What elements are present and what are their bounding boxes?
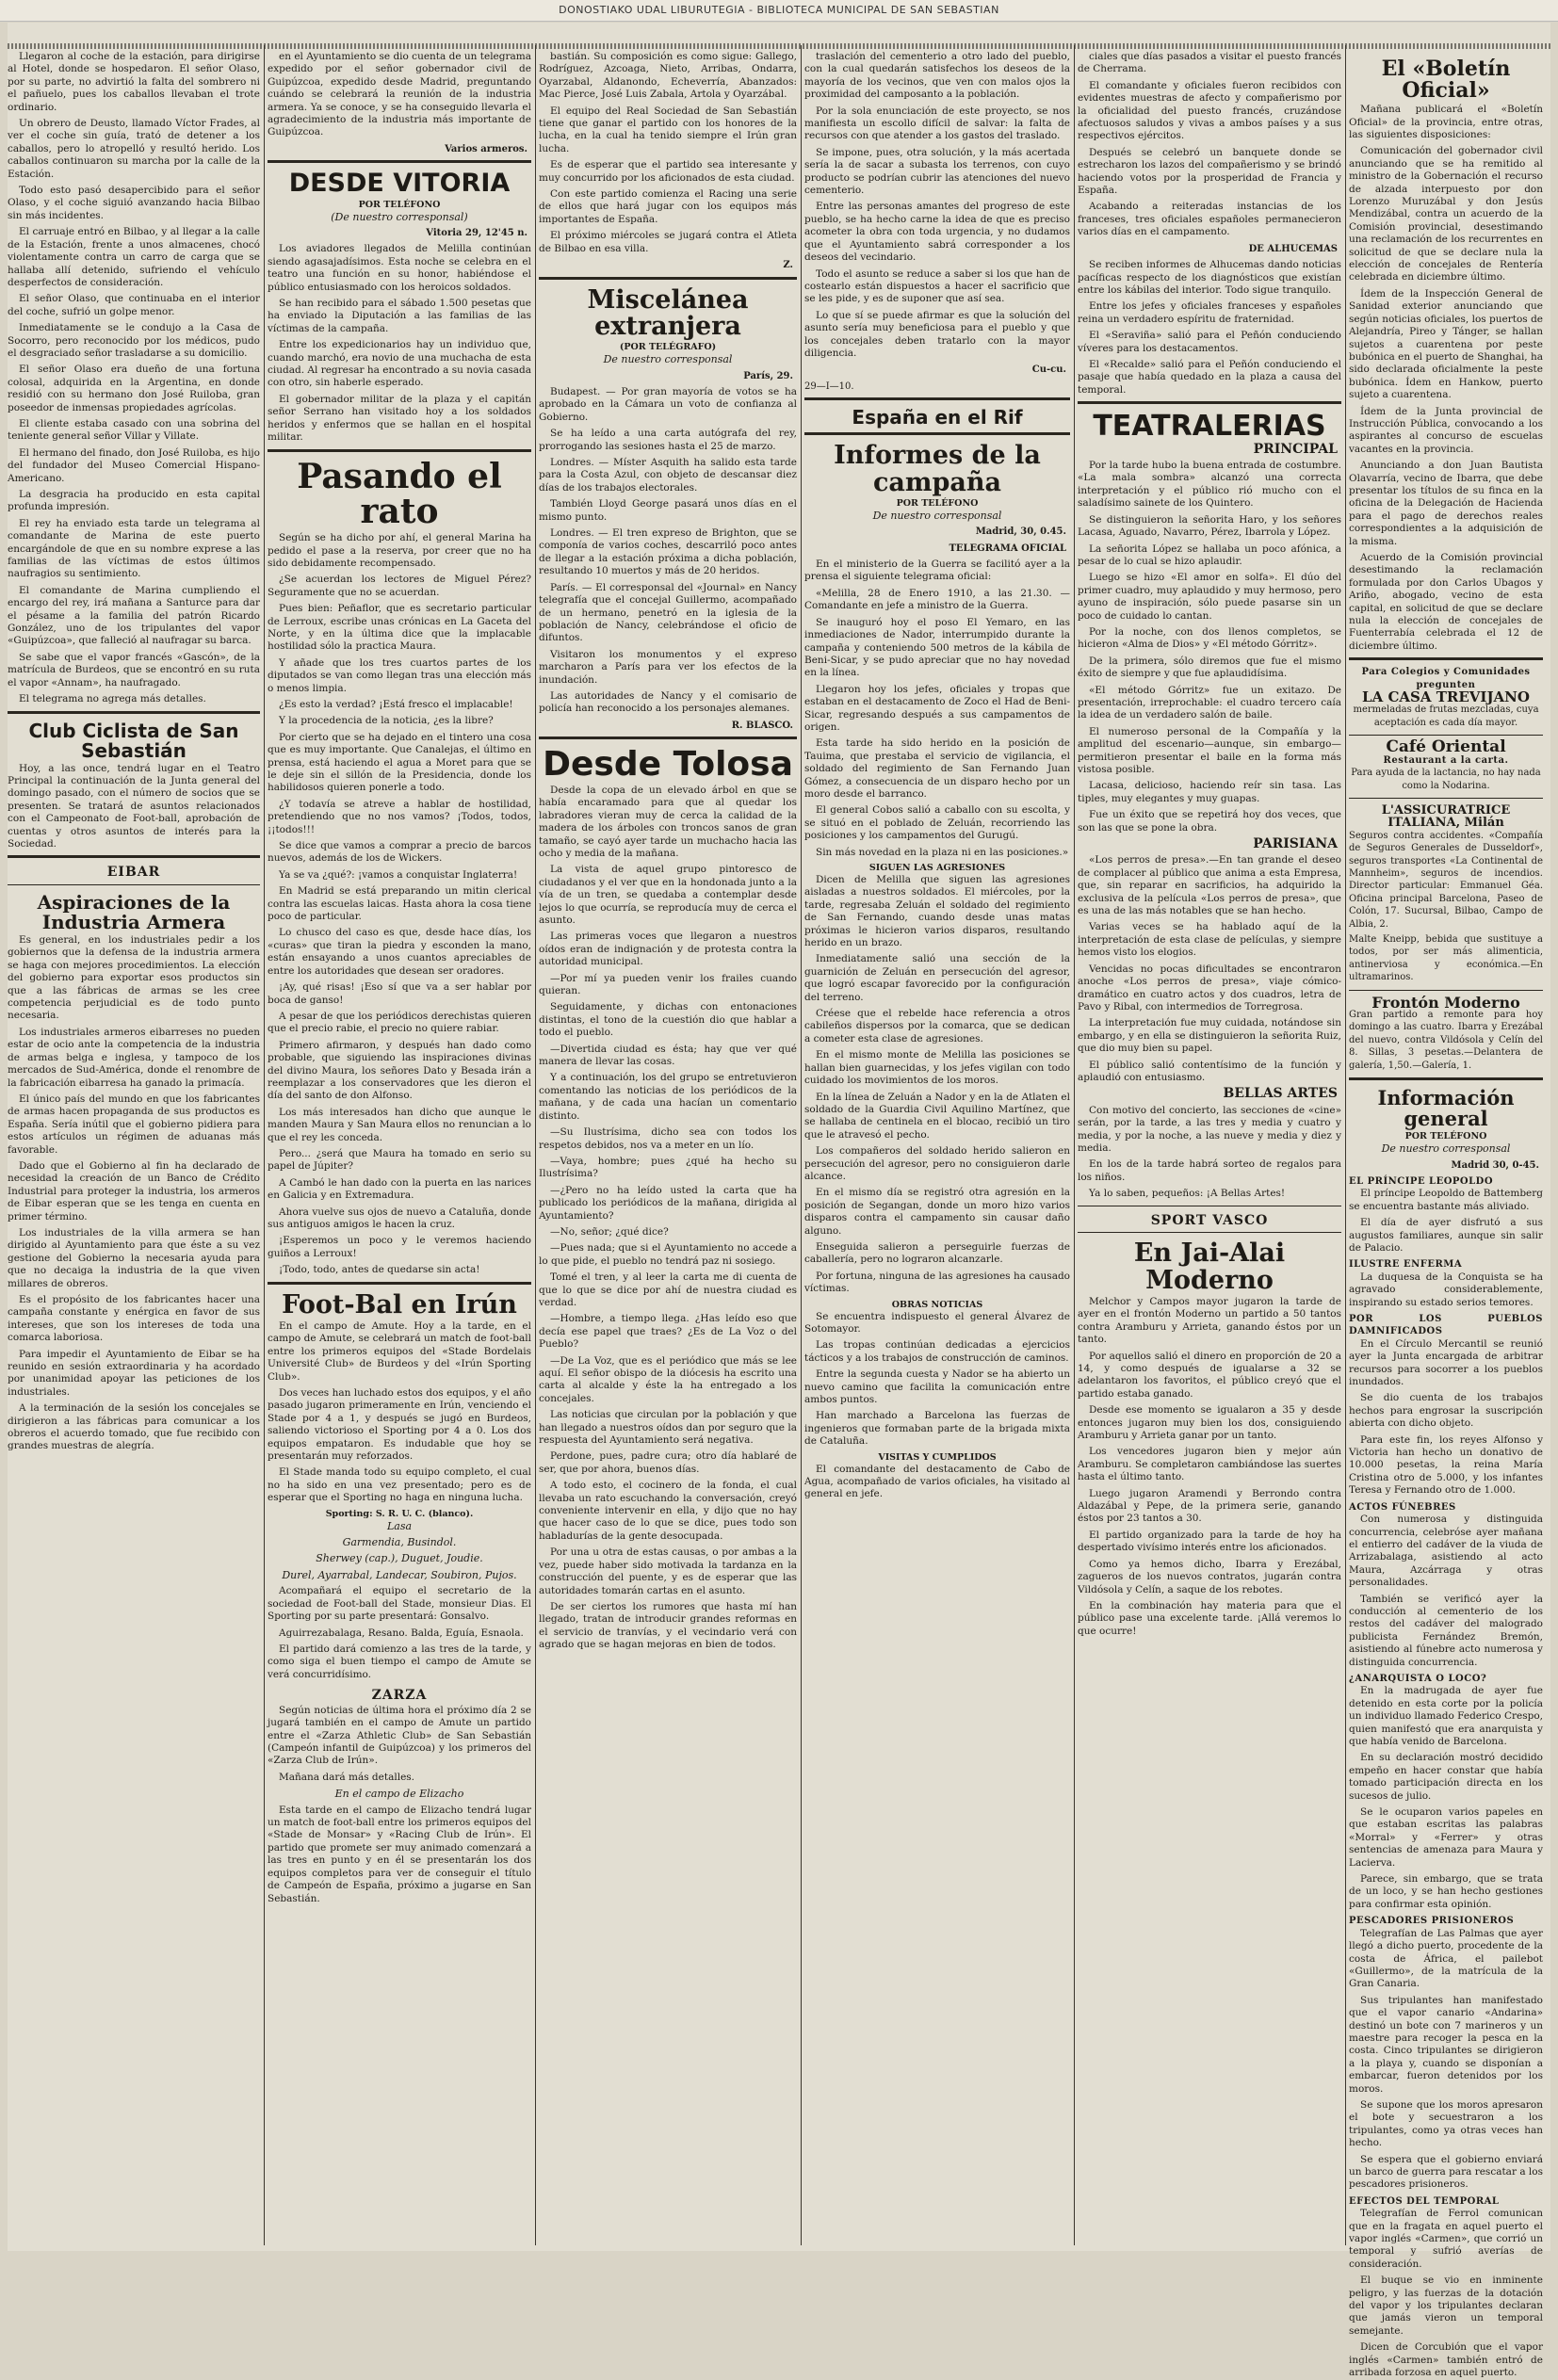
paragraph: Perdone, pues, padre cura; otro día hablaré de ser, que por ahora, buenos días. [539, 1450, 797, 1475]
correspondent-label: (De nuestro corresponsal) [331, 210, 468, 223]
paragraph: El comandante del destacamento de Cabo de Agua, acompañado de varios oficiales, ha visitado al general en jefe. [804, 1463, 1070, 1500]
paragraph: Han marchado a Barcelona las fuerzas de ingenieros que formaban parte de la brigada mixta de Cataluña. [804, 1410, 1070, 1448]
paragraph: —De La Voz, que es el periódico que más se lee aquí. El señor obispo de la diócesis ha escrito una carta al alcalde y éste la ha entregado a los concejales. [539, 1354, 797, 1404]
paragraph: Como ya hemos dicho, Ibarra y Erezábal, zagueros de los nuevos contratos, jugarán contra Vildósola y Celín, a saque de los rebotes. [1078, 1558, 1341, 1595]
paragraph: De la primera, sólo diremos que fue el mismo éxito de siempre y que fue aplaudidísima. [1078, 655, 1341, 680]
paragraph: Se supone que los moros apresaron el bote y secuestraron a los tripulantes, como ya otras veces han hecho. [1349, 2098, 1543, 2149]
paragraph: El señor Olaso, que continuaba en el interior del coche, sufrió un golpe menor. [8, 293, 260, 317]
paragraph: Por fortuna, ninguna de las agresiones ha causado víctimas. [804, 1270, 1070, 1295]
paragraph: Ídem de la Inspección General de Sanidad exterior anunciando que según noticias oficiales, los puertos de Alejandría, Pireo y Tánger, se hallan sujetos a cuarentena por peste bubónica en el puerto de Shanghai, ha sido declarada oficialmente la peste bubónica. Ídem en Hankow, puerto sujeto a cuarentena. [1349, 287, 1543, 401]
paragraph: Esta tarde en el campo de Elizacho tendrá lugar un match de foot-ball entre los primeros equipos del «Stade de Monsar» y «Racing Club de Irún». El partido que promete ser muy animado comenzará a las tres en punto y en él se presentarán los dos equipos completos para ver de conseguir el título de Campeón de España, próximo a jugarse en San Sebastián. [268, 1804, 531, 1904]
paragraph: bastián. Su composición es como sigue: Gallego, Rodríguez, Azcoaga, Nieto, Arribas, Ondarra, Oyarzabal, Aldanondo, Echeverría, Abanzados: Mac Pierce, José Luis Zabala, Artola y Oyarzábal. [539, 51, 797, 101]
paragraph: Llegaron hoy los jefes, oficiales y tropas que estaban en el destacamento de Zoco el Had de Beni-Sicar, regresando después a sus campamentos de origen. [804, 683, 1070, 733]
subheading: POR LOS PUEBLOS DAMNIFICADOS [1349, 1314, 1543, 1337]
section-divider [1349, 657, 1543, 660]
paragraph: El buque se vio en inminente peligro, y las fuerzas de la dotación del vapor y los tripulantes declaran que jamás vieron un temporal semejante. [1349, 2275, 1543, 2337]
ad-title: L'ASSICURATRICE ITALIANA, Milán [1381, 802, 1511, 831]
paragraph: El general Cobos salió a caballo con su escolta, y se situó en el poblado de Zeluán, recorriendo las posiciones y los campamentos del Gurugú. [804, 804, 1070, 842]
section-divider [268, 1282, 531, 1285]
paragraph: Para este fin, los reyes Alfonso y Victoria han hecho un donativo de 10.000 pesetas, la reina María Cristina otro de 5.000, y los infantes Teresa y Fernando otro de 1.000. [1349, 1433, 1543, 1497]
paragraph: Se inauguró hoy el poso El Yemaro, en las inmediaciones de Nador, interrumpido durante la campaña y conteniendo 500 metros de la kábila de Beni-Sicar, y se pudo apreciar que no hay novedad en la línea. [804, 616, 1070, 679]
paragraph: Con numerosa y distinguida concurrencia, celebróse ayer mañana el entierro del cadáver de la viuda de Arrizabalaga, asistiendo al acto Maura, Azcárraga y otras personalidades. [1349, 1514, 1543, 1589]
paragraph: —Hombre, a tiempo llega. ¿Has leído eso que decía ese papel que traes? ¿Es de La Voz o del Pueblo? [539, 1313, 797, 1351]
paragraph: El señor Olaso era dueño de una fortuna colosal, adquirida en la Argentina, en donde residió con su hermano don José Ruiloba, gran poseedor de inmensas propiedades agrícolas. [8, 364, 260, 413]
paragraph: Esta tarde ha sido herido en la posición de Tauima, que prestaba el servicio de vigilancia, el soldado del regimiento de San Fernando Juan Gómez, a consecuencia de un disparo hecho por un moro desde el barranco. [804, 737, 1070, 800]
paragraph: Acabando a reiteradas instancias de los franceses, tres oficiales españoles permanecieron varios días en el campamento. [1078, 201, 1341, 238]
paragraph: Comunicación del gobernador civil anunciando que se ha remitido al ministro de la Gobernación el recurso de alzada interpuesto por don Lorenzo Muruzábal y don Jesús Mendizábal, contra un acuerdo de la Comisión provincial, desestimando una reclamación de los recurrentes en solicitud de que se declare nula la elección de concejales de Rentería celebrada en diciembre último. [1349, 145, 1543, 283]
paragraph: Los vencedores jugaron bien y mejor aún Aramburu. Se completaron cambiándose las suertes hasta el último tanto. [1078, 1446, 1341, 1483]
headline-jai-alai-moderno: En Jai-Alai Moderno [1133, 1239, 1286, 1295]
ad-line: Para Colegios y Comunidades pregunten [1361, 667, 1531, 690]
section-divider [804, 432, 1070, 435]
paragraph: Inmediatamente salió una sección de la guarnición de Zeluán en persecución del agresor, que logró escapar favorecido por la configuración del terreno. [804, 953, 1070, 1003]
paragraph: Dicen de Corcubión que el vapor inglés «Carmen» también entró de arribada forzosa en aquel puerto. [1349, 2341, 1543, 2379]
dateline-label: POR TELÉFONO [358, 199, 441, 210]
paragraph: Entre los jefes y oficiales franceses y españoles reina un verdadero espíritu de fraternidad. [1078, 300, 1341, 325]
paragraph: Por la sola enunciación de este proyecto, se nos manifiesta un escollo difícil de salvar: la falta de recursos con que atender a los gastos del traslado. [804, 105, 1070, 142]
column-rule [1074, 45, 1075, 2245]
correspondent-label: De nuestro corresponsal [872, 509, 1002, 522]
section-divider [8, 855, 260, 858]
paragraph: Entre la segunda cuesta y Nador se ha abierto un nuevo camino que facilita la comunicación entre ambos puntos. [804, 1368, 1070, 1406]
section-divider [1349, 990, 1543, 991]
section-divider [804, 397, 1070, 400]
paragraph: Melchor y Campos mayor jugaron la tarde de ayer en el frontón Moderno un partido a 50 tantos contra Aramburu y Arrieta, ganando éstos por un tanto. [1078, 1295, 1341, 1346]
headline-informes-campana: Informes de la campaña [834, 441, 1041, 497]
paragraph: Por aquellos salió el dinero en proporción de 20 a 14, y como después de igualarse a 32 se adelantaron los favoritos, el público creyó que el partido estaba ganado. [1078, 1350, 1341, 1400]
ad-title: LA CASA TREVIJANO [1362, 688, 1530, 706]
paragraph: Ídem de la Junta provincial de Instrucción Pública, convocando a los aspirantes al concurso de escuelas vacantes en la provincia. [1349, 405, 1543, 455]
ad-title: Frontón Moderno [1371, 993, 1520, 1012]
dateline: París, 29. [743, 370, 793, 381]
paragraph: «Los perros de presa».—En tan grande el deseo de complacer al público que anima a esta Empresa, que, sin reparar en sacrificios, ha adquirido la exclusiva de la película «Los perros de presa», que es una de las más notables que se han hecho. [1078, 854, 1341, 917]
paragraph: ¡Ay, qué risas! ¡Eso sí que va a ser hablar por boca de ganso! [268, 981, 531, 1006]
paragraph: Según se ha dicho por ahí, el general Marina ha pedido el pase a la reserva, por creer que no ha sido debidamente recompensado. [268, 532, 531, 569]
paragraph: ciales que días pasados a visitar el puesto francés de Cherrama. [1078, 51, 1341, 75]
signature: R. BLASCO. [731, 720, 793, 731]
paragraph: Pues bien: Peñaflor, que es secretario particular de Lerroux, escribe unas crónicas en La Gaceta del Norte, y en la última dice que la implacable hostilidad sólo la practica Maura. [268, 603, 531, 653]
paragraph: Las primeras voces que llegaron a nuestros oídos eran de indignación y de protesta contra la autoridad municipal. [539, 931, 797, 968]
paragraph: Ya se va ¿qué?: ¡vamos a conquistar Inglaterra! [279, 868, 518, 881]
advertisement-cafe-oriental [1349, 737, 1543, 792]
advertisement-assicuratrice [1349, 804, 1543, 984]
lineup-row: Lasa [386, 1519, 413, 1532]
paragraph: —Vaya, hombre; pues ¿qué ha hecho su Ilustrísima? [539, 1155, 797, 1180]
column-1 [8, 51, 260, 2243]
paragraph: A pesar de que los periódicos derechistas quieren que el precio rabie, el precio no quiere rabiar. [268, 1010, 531, 1035]
correspondent-label: De nuestro corresponsal [603, 353, 733, 366]
paragraph: París. — El corresponsal del «Journal» en Nancy telegrafía que el concejal Guillermo, acompañado de un hermano, penetró en la iglesia de la población de Nancy, celebrándose el oficio de difuntos. [539, 581, 797, 644]
paragraph: Dicen de Melilla que siguen las agresiones aisladas a nuestros soldados. El miércoles, por la tarde, regresaba Zeluán el soldado del regimiento de San Fernando, cuando desde unas matas próximas le hicieron varios disparos, resultando herido en un brazo. [804, 874, 1070, 949]
column-rule [535, 45, 536, 2245]
paragraph: Mañana dará más detalles. [279, 1771, 415, 1783]
column-2 [268, 51, 531, 2243]
section-divider [8, 711, 260, 714]
paragraph: Enseguida salieron a perseguirle fuerzas de caballería, pero no lograron alcanzarle. [804, 1240, 1070, 1266]
paragraph: La interpretación fue muy cuidada, notándose sin embargo, y en ella se distinguieron la señorita Ruiz, que dio muy bien su papel. [1078, 1017, 1341, 1055]
newspaper-page [8, 23, 1550, 2379]
ad-line: Restaurant a la carta. [1383, 754, 1509, 766]
lineup-row: Durel, Ayarrabal, Landecar, Soubiron, Pujos. [282, 1568, 517, 1581]
paragraph: El telegrama no agrega más detalles. [19, 693, 206, 705]
subheading: OBRAS NOTICIAS [891, 1299, 983, 1310]
paragraph: Sus tripulantes han manifestado que el vapor canario «Andarina» destinó un bote con 7 marineros y un maestre para recoger la pesca en la costa. Cinco tripulantes se dirigieron a la playa y, cuando se disponían a embarcar, fueron detenidos por los moros. [1349, 1994, 1543, 2095]
paragraph: Para impedir el Ayuntamiento de Eibar se ha reunido en sesión extraordinaria y ha acordado por unanimidad apoyar las peticiones de los industriales. [8, 1348, 260, 1398]
paragraph: Lo que sí se puede afirmar es que la solución del asunto sería muy beneficiosa para el pueblo y que los concejales deben tratarlo con la mayor diligencia. [804, 309, 1070, 359]
paragraph: Desde la copa de un elevado árbol en que se había encaramado para que al quedar los labradores vieran muy de cerca la calidad de la madera de los árboles con troncos sanos de gran tamaño, se cayó ayer tarde un muchacho hacia las ocho y media de la mañana. [539, 784, 797, 859]
paragraph: En el ministerio de la Guerra se facilitó ayer a la prensa el siguiente telegrama oficial: [804, 559, 1070, 583]
paragraph: Acuerdo de la Comisión provincial desestimando la reclamación formulada por don Carlos Ubagos y Ariño, abogado, vecino de esta capital, en solicitud de que se declare nula la elección de concejales de Fuenterrabía celebrada el 12 de diciembre último. [1349, 552, 1543, 652]
paragraph: ¡Todo, todo, antes de quedarse sin acta! [279, 1264, 480, 1276]
paragraph: Entre los expedicionarios hay un individuo que, cuando marchó, era novio de una muchacha de esta ciudad. Al regresar ha encontrado a su novia casada con otro, sin haberle esperado. [268, 339, 531, 389]
headline-foot-ball-irun: Foot-Bal en Irún [282, 1289, 517, 1320]
correspondent-label: De nuestro corresponsal [1381, 1142, 1511, 1156]
section-label-sport-vasco: SPORT VASCO [1150, 1212, 1269, 1228]
paragraph: Según noticias de última hora el próximo día 2 se jugará también en el campo de Amute un partido entre el «Zarza Athletic Club» de San Sebastián (Campeón infantil de Guipúzcoa) y los primeros del «Zarza Club de Irún». [268, 1704, 531, 1767]
paragraph: Se ha leído a una carta autógrafa del rey, prorrogando las sesiones hasta el 25 de marzo. [539, 428, 797, 452]
paragraph: —Por mí ya pueden venir los frailes cuando quieran. [539, 972, 797, 997]
paragraph: Por cierto que se ha dejado en el tintero una cosa que es muy importante. Que Canalejas, el último en prensa, está haciendo el agua a Moret para que se le deje sin el sillón de la Presidencia, donde los habilidosos quieren ponerle a todo. [268, 731, 531, 794]
column-rule [1345, 45, 1346, 2245]
paragraph: Se han recibido para el sábado 1.500 pesetas que ha enviado la Diputación a las familias de las víctimas de la campaña. [268, 298, 531, 334]
lineup-row: Sherwey (cap.), Duguet, Joudie. [316, 1552, 483, 1565]
paragraph: La duquesa de la Conquista se ha agravado considerablemente, inspirando su estado serios temores. [1349, 1271, 1543, 1308]
paragraph: Se dio cuenta de los trabajos hechos para engrosar la suscripción abierta con dicho objeto. [1349, 1392, 1543, 1430]
ad-text: Malte Kneipp, bebida que sustituye a todos, por ser más alimenticia, antinerviosa y económica.—En ultramarinos. [1349, 933, 1543, 983]
paragraph: Mañana publicará el «Boletín Oficial» de la provincia, entre otras, las siguientes disposiciones: [1349, 104, 1543, 140]
subheading: TELEGRAMA OFICIAL [949, 542, 1066, 554]
paragraph: ¿Es esto la verdad? ¡Está fresco el implacable! [279, 698, 513, 710]
paragraph: A todo esto, el cocinero de la fonda, el cual llevaba un rato escuchando la conversación, creyó conveniente intervenir en ella, y dijo que no hay que hacer caso de lo que se dice, pues todo son habladurías de la gente desocupada. [539, 1480, 797, 1542]
column-rule [264, 45, 265, 2245]
paragraph: «Melilla, 28 de Enero 1910, a las 21.30. —Comandante en jefe a ministro de la Guerra. [804, 587, 1070, 612]
paragraph: Y la procedencia de la noticia, ¿es la libre? [279, 715, 494, 727]
paragraph: Parece, sin embargo, que se trata de un loco, y se han hecho gestiones para confirmar esta opinión. [1349, 1873, 1543, 1910]
paragraph: El carruaje entró en Bilbao, y al llegar a la calle de la Estación, frente a unos almacenes, chocó violentamente contra un carro de carga que se hallaba allí detenido, sufriendo el vehículo desperfectos de consideración. [8, 226, 260, 288]
section-divider [268, 160, 531, 163]
paragraph: El numeroso personal de la Compañía y la amplitud del escenario—aunque, sin embargo—permitieron presentar el baile en la forma más vistosa posible. [1078, 725, 1341, 775]
paragraph: En la madrugada de ayer fue detenido en esta corte por la policía un individuo llamado Federico Crespo, quien manifestó que era anarquista y que había venido de Barcelona. [1349, 1685, 1543, 1747]
signature: Cu-cu. [1031, 364, 1066, 376]
subheading: ¿ANARQUISTA O LOCO? [1349, 1673, 1487, 1684]
paragraph: Lacasa, delicioso, haciendo reír sin tasa. Las tiples, muy elegantes y muy guapas. [1078, 780, 1341, 804]
subheading-principal: PRINCIPAL [1253, 441, 1338, 457]
section-label-eibar: EIBAR [106, 865, 161, 881]
dateline: Madrid, 30, 0.45. [975, 526, 1066, 538]
paragraph: Ya lo saben, pequeños: ¡A Bellas Artes! [1089, 1188, 1286, 1200]
paragraph: Se espera que el gobierno enviará un barco de guerra para rescatar a los pescadores prisioneros. [1349, 2153, 1543, 2191]
paragraph: Las tropas continúan dedicadas a ejercicios tácticos y a los trabajos de construcción de caminos. [804, 1339, 1070, 1364]
subheading: ACTOS FÚNEBRES [1349, 1501, 1456, 1513]
headline-teatralerias: TEATRALERIAS [1093, 410, 1326, 444]
paragraph: El gobernador militar de la plaza y el capitán señor Serrano han visitado hoy a los soldados heridos y enfermos que se hallan en el hospital militar. [268, 393, 531, 444]
paragraph: La desgracia ha producido en esta capital profunda impresión. [8, 489, 260, 513]
paragraph: Anunciando a don Juan Bautista Olavarría, vecino de Ibarra, que debe presentar los títulos de su finca en la oficina de la Delegación de Hacienda para el pago de derechos reales correspondientes a la adquisición de la misma. [1349, 460, 1543, 547]
advertisement-fronton-moderno [1349, 993, 1543, 1072]
paragraph: El público salió contentísimo de la función y aplaudió con entusiasmo. [1078, 1059, 1341, 1083]
paragraph: —Divertida ciudad es ésta; hay que ver qué manera de llevar las cosas. [539, 1043, 797, 1068]
headline-club-ciclista: Club Ciclista de San Sebastián [28, 719, 239, 762]
paragraph: Los más interesados han dicho que aunque le manden Maura y San Maura ellos no renuncian a lo que el rey les conceda. [268, 1106, 531, 1143]
paragraph: traslación del cementerio a otro lado del pueblo, con la cual quedarán satisfechos los deseos de la mayoría de los vecinos, que ven con malos ojos la proximidad del camposanto a la población. [804, 51, 1070, 101]
dateline-label: POR TELÉFONO [896, 497, 979, 509]
dateline-label: POR TELÉFONO [1404, 1131, 1487, 1142]
paragraph: También Lloyd George pasará unos días en el mismo punto. [539, 498, 797, 523]
paragraph: El cliente estaba casado con una sobrina del teniente general señor Villar y Villate. [8, 417, 260, 443]
paragraph: El comandante y oficiales fueron recibidos con evidentes muestras de afecto y compañerismo por la oficialidad del puesto francés, cruzándose afectuosos saludos y vivas a ambos países y a sus respectivos ejércitos. [1078, 79, 1341, 142]
dateline: Madrid 30, 0-45. [1451, 1159, 1539, 1171]
section-divider [1078, 401, 1341, 404]
paragraph: Fue un éxito que se repetirá hoy dos veces, que son las que se pone la obra. [1078, 809, 1341, 834]
signature: Z. [783, 260, 793, 271]
paragraph: Londres. — El tren expreso de Brighton, que se componía de varios coches, descarriló poco antes de llegar a la estación próxima a dicha población, resultando 10 muertos y más de 20 heridos. [539, 527, 797, 577]
paragraph: Los aviadores llegados de Melilla continúan siendo agasajadísimos. Esta noche se celebra en el teatro una función en su honor, habiéndose el público entusiasmado con los heroicos soldados. [268, 243, 531, 293]
ad-title: Café Oriental [1386, 737, 1506, 757]
paragraph: El partido organizado para la tarde de hoy ha despertado vivísimo interés entre los aficionados. [1078, 1529, 1341, 1554]
dateline-label: (POR TELÉGRAFO) [619, 342, 717, 353]
headline-espana-en-el-rif: España en el Rif [852, 406, 1023, 429]
paragraph: Después se celebró un banquete donde se estrecharon los lazos del compañerismo y se brindó haciendo votos por la prosperidad de Francia y España. [1078, 146, 1341, 197]
subheading: SIGUEN LAS AGRESIONES [868, 863, 1006, 873]
paragraph: Por la tarde hubo la buena entrada de costumbre. «La mala sombra» alcanzó una correcta interpretación y el público rió mucho con el saladísimo sainete de los Quintero. [1078, 460, 1341, 510]
paragraph: En el campo de Amute. Hoy a la tarde, en el campo de Amute, se celebrará un match de foot-ball entre los primeros equipos del «Stade Bordelais Université Club» de Burdeos y del «Irún Sporting Club». [268, 1320, 531, 1383]
paragraph: En los de la tarde habrá sorteo de regalos para los niños. [1078, 1158, 1341, 1183]
paragraph: —No, señor; ¿qué dice? [550, 1225, 669, 1238]
paragraph: En su declaración mostró decidido empeño en hacer constar que había tomado participación directa en los sucesos de julio. [1349, 1752, 1543, 1802]
paragraph: Budapest. — Por gran mayoría de votos se ha aprobado en la Cámara un voto de confianza al Gobierno. [539, 386, 797, 423]
paragraph: El rey ha enviado esta tarde un telegrama al comandante de Marina de este puerto encargándole de que en su nombre exprese a las familias de las víctimas de estos últimos naufragios su sentimiento. [8, 517, 260, 580]
paragraph: Telegrafían de Las Palmas que ayer llegó a dicho puerto, procedente de la costa de África, el pailebot «Guillermo», de la matrícula de la Gran Canaria. [1349, 1927, 1543, 1990]
paragraph: La vista de aquel grupo pintoresco de ciudadanos y el ver que en la hondonada junto a la vía de un tren, se quedaba a contemplar desde lejos lo que ocurría, se reproducía muy de cerca el asunto. [539, 864, 797, 927]
paragraph: A Cambó le han dado con la puerta en las narices en Galicia y en Extremadura. [268, 1176, 531, 1202]
paragraph: Telegrafían de Ferrol comunican que en la fragata en aquel puerto el vapor inglés «Carmen», que corrió un temporal y sufrió averías de consideración. [1349, 2208, 1543, 2270]
subheading: ILUSTRE ENFERMA [1349, 1259, 1463, 1271]
subheading-bellas-artes: BELLAS ARTES [1223, 1086, 1338, 1102]
column-rule [801, 45, 802, 2245]
paragraph: Sin más novedad en la plaza ni en las posiciones.» [816, 846, 1069, 858]
paragraph: Tomé el tren, y al leer la carta me di cuenta de que lo que se dice por ahí de nuestra ciudad es verdad. [539, 1271, 797, 1308]
headline-desde-tolosa: Desde Tolosa [543, 745, 793, 785]
paragraph: Luego jugaron Aramendi y Berrondo contra Aldazábal y Pepe, de la primera serie, ganando éstos por 23 tantos a 30. [1078, 1487, 1341, 1525]
paragraph: El partido dará comienzo a las tres de la tarde, y como siga el buen tiempo el campo de Amute se verá concurridísimo. [268, 1643, 531, 1680]
paragraph: El Stade manda todo su equipo completo, el cual no ha sido en una vez presentado; pero es de esperar que el Sporting no haga en ninguna lucha. [268, 1466, 531, 1504]
paragraph: Con este partido comienza el Racing una serie de ellos que hará jugar con los equipos más importantes de España. [539, 188, 797, 225]
section-label-zarza: ZARZA [371, 1688, 428, 1704]
paragraph: Por una u otra de estas causas, o por ambas a la vez, puede haber sido motivada la tardanza en la construcción del puente, y es de esperar que las autoridades tomarán cartas en el asunto. [539, 1546, 797, 1596]
section-divider [1349, 798, 1543, 799]
paragraph: Dos veces han luchado estos dos equipos, y el año pasado jugaron primeramente en Irún, venciendo el Stade por 4 a 1, y después se jugó en Burdeos, saliendo victorioso el Sporting por 4 a 0. Los dos equipos empataron. Es indudable que hoy se presentarán muy reforzados. [268, 1387, 531, 1463]
paragraph: Se encuentra indispuesto el general Álvarez de Sotomayor. [804, 1310, 1070, 1335]
paragraph: Llegaron al coche de la estación, para dirigirse al Hotel, donde se hospedaron. El señor Olaso, por su parte, no advirtió la falta del sombrero ni el pañuelo, pues los caballos llevaban el trote ordinario. [8, 51, 260, 113]
paragraph: ¡Esperemos un poco y le veremos haciendo guiños a Lerroux! [268, 1235, 531, 1259]
subheading: EFECTOS DEL TEMPORAL [1349, 2195, 1500, 2207]
paragraph: ¿Se acuerdan los lectores de Miguel Pérez? Seguramente que no se acuerdan. [268, 574, 531, 598]
subheading: EL PRÍNCIPE LEOPOLDO [1349, 1175, 1494, 1187]
paragraph: El próximo miércoles se jugará contra el Atleta de Bilbao en esa villa. [539, 230, 797, 254]
paragraph: Todo el asunto se reduce a saber si los que han de costearlo están dispuestos a hacer el sacrificio que se les pide, y es de suponer que así sea. [804, 267, 1070, 305]
paragraph: Aguirrezabalaga, Resano. Balda, Eguía, Esnaola. [279, 1627, 524, 1639]
column-3 [539, 51, 797, 2243]
ad-text: mermeladas de frutas mezcladas, cuya aceptación es cada día mayor. [1353, 704, 1539, 728]
paragraph: El comandante de Marina cumpliendo el encargo del rey, irá mañana a Santurce para dar el pésame a la familia del patrón Ricardo González, uno de los tripulantes del vapor «Guipúzcoa», que falleció al naufragar su barca. [8, 584, 260, 647]
lineup-label: Sporting: S. R. U. C. (blanco). [325, 1508, 474, 1519]
paragraph: Es general, en los industriales pedir a los gobiernos que la defensa de la industria armera se haga con mejores procedimientos. La elección del gobierno para exportar esos productos sin que a las fábricas de armas se les cree competencia perjudicial es de todo punto necesaria. [8, 934, 260, 1022]
section-divider [539, 737, 797, 739]
paragraph: El hermano del finado, don José Ruiloba, es hijo del fundador del Museo Comercial Hispano-Americano. [8, 446, 260, 484]
paragraph: Es de esperar que el partido sea interesante y muy concurrido por los aficionados de esta ciudad. [539, 159, 797, 184]
paragraph: Todo esto pasó desapercibido para el señor Olaso, y el coche siguió avanzando hacia Bilbao sin más incidentes. [8, 185, 260, 221]
paragraph: Pero... ¿será que Maura ha tomado en serio su papel de Júpiter? [268, 1147, 531, 1173]
paragraph: Dado que el Gobierno al fin ha declarado de necesidad la creación de un Banco de Crédito Industrial para proteger la industria, los armeros de Eibar esperan que se les tenga en cuenta en primer término. [8, 1159, 260, 1222]
paragraph: Se impone, pues, otra solución, y la más acertada sería la de sacar a subasta los terrenos, con cuyo producto se podrían cubrir las atenciones del nuevo cementerio. [804, 146, 1070, 197]
ad-text: Seguros contra accidentes. «Compañía de Seguros Generales de Dusseldorf», seguros transportes «La Continental de Mannheim», seguros de incendios. Director particular: Emmanuel Géa. Oficina principal Barcelona, Paseo de Colón, 17. Sucursal, Bilbao, Campo de Albia, 2. [1349, 830, 1543, 930]
headline-pasando-el-rato: Pasando el rato [297, 456, 502, 532]
paragraph: Visitaron los monumentos y el expreso marcharon a París para ver los efectos de la inundación. [539, 648, 797, 686]
paragraph: «El método Górritz» fue un exitazo. De presentación, irreprochable: el cuadro tercero caía la idea de un verdadero salón de baile. [1078, 684, 1341, 721]
paragraph: —Pues nada; que si el Ayuntamiento no accede a lo que pide, el pueblo no tendrá paz ni sosiego. [539, 1242, 797, 1267]
headline-boletin-oficial: El «Boletín Oficial» [1381, 57, 1511, 104]
paragraph: En la línea de Zeluán a Nador y en la de Atlaten el soldado de la Guardia Civil Aquilino Martínez, que se hallaba de centinela en el blocao, recibió un tiro que le atravesó el pecho. [804, 1091, 1070, 1141]
paragraph: Se distinguieron la señorita Haro, y los señores Lacasa, Aguado, Navarro, Pérez, Ibarrola y López. [1078, 513, 1341, 539]
paragraph: También se verificó ayer la conducción al cementerio de los restos del cadáver del malogrado publicista Fernández Bremón, asistiendo al fúnebre acto numerosa y distinguida concurrencia. [1349, 1593, 1543, 1668]
paragraph: Y a continuación, los del grupo se entretuvieron comentando las noticias de los periódicos de la mañana, y de cada una hacían un comentario distinto. [539, 1072, 797, 1122]
paragraph: El príncipe Leopoldo de Battemberg se encuentra bastante más aliviado. [1349, 1188, 1543, 1212]
paragraph: Créese que el rebelde hace referencia a otros cabileños dispersos por la comarca, que se dedican a cometer esta clase de agresiones. [804, 1008, 1070, 1044]
section-divider [1078, 1232, 1341, 1233]
paragraph: De ser ciertos los rumores que hasta mí han llegado, tratan de introducir grandes reformas en el servicio de tranvías, y el vecindario verá con agrado que se hagan mejoras en bien de todos. [539, 1600, 797, 1651]
masthead-rule [8, 43, 1550, 49]
paragraph: En el mismo día se registró otra agresión en la posición de Segangan, donde un moro hizo varios disparos contra el campamento sin causar daño alguno. [804, 1187, 1070, 1237]
subheading: DE ALHUCEMAS [1248, 243, 1338, 254]
paragraph: Londres. — Míster Asquith ha salido esta tarde para la Costa Azul, con objeto de descansar diez días de los trabajos electorales. [539, 457, 797, 494]
paragraph: —Su Ilustrísima, dicho sea con todos los respetos debidos, nos va a meter en un lío. [539, 1126, 797, 1151]
paragraph: Con motivo del concierto, las secciones de «cine» serán, por la tarde, a las tres y media y cuatro y media, y por la noche, a las nueve y media y diez y media. [1078, 1104, 1341, 1154]
paragraph: En el Círculo Mercantil se reunió ayer la Junta encargada de arbitrar recursos para socorrer a los pueblos inundados. [1349, 1337, 1543, 1388]
paragraph: Varias veces se ha hablado aquí de la interpretación de esta clase de películas, y siempre hemos visto los elogios. [1078, 921, 1341, 959]
section-divider [8, 884, 260, 885]
paragraph: El día de ayer disfrutó a sus augustos familiares, aunque sin salir de Palacio. [1349, 1217, 1543, 1254]
subheading-parisiana: PARISIANA [1253, 836, 1338, 852]
paragraph: El «Recalde» salió para el Peñón conduciendo el pasaje que había quedado en la plaza a causa del temporal. [1078, 358, 1341, 396]
paragraph: Es el propósito de los fabricantes hacer una campaña constante y enérgica en favor de sus intereses, que son los intereses de toda una comarca laboriosa. [8, 1294, 260, 1344]
paragraph: En la combinación hay materia para que el público pase una excelente tarde. ¡Allá veremos lo que ocurre! [1078, 1599, 1341, 1637]
paragraph: Los compañeros del soldado herido salieron en persecución del agresor, pero no consiguieron darle alcance. [804, 1145, 1070, 1182]
column-6 [1349, 51, 1543, 2379]
headline-desde-vitoria: DESDE VITORIA [288, 169, 511, 199]
paragraph: Seguidamente, y dichas con entonaciones distintas, el tono de la cuestión dio que hablar a todo el pueblo. [539, 1001, 797, 1039]
paragraph: Un obrero de Deusto, llamado Víctor Frades, al ver el coche sin guía, trató de detener a los caballos, pero lo atropelló y resultó herido. Los caballos continuaron su marcha por la calle de la Estación. [8, 118, 260, 180]
section-divider [268, 449, 531, 452]
ad-text: Gran partido a remonte para hoy domingo a las cuatro. Ibarra y Erezábal del nuevo, contra Vildósola y Celín del 8. Sillas, 3 pesetas.—Delantera de galería, 1,50.—Galería, 1. [1349, 1010, 1543, 1071]
paragraph: Las autoridades de Nancy y el comisario de policía han reconocido a los personajes alemanes. [539, 689, 797, 715]
paragraph: Y añade que los tres cuartos partes de los diputados se van como llegan tras una elección más o menos limpia. [268, 656, 531, 694]
paragraph: La señorita López se hallaba un poco afónica, a pesar de lo cual se hizo aplaudir. [1078, 542, 1341, 567]
paragraph: ¿Y todavía se atreve a hablar de hostilidad, pretendiendo que no nos vamos? ¡Todos, todos, ¡¡todos!!! [268, 798, 531, 835]
advertisement-trevijano [1349, 666, 1543, 729]
paragraph: Los industriales de la villa armera se han dirigido al Ayuntamiento para que éste a su vez gestione del Gobierno la necesaria ayuda para que no decaiga la industria de la que viven millares de obreros. [8, 1226, 260, 1289]
paragraph: Primero afirmaron, y después han dado como probable, que siguiendo las inspiraciones divinas del divino Maura, los señores Dato y Besada irán a reemplazar a los conservadores que les dieron el día del santo de don Alfonso. [268, 1039, 531, 1102]
subheading: VISITAS Y CUMPLIDOS [878, 1451, 997, 1463]
headline-industria-armera: Aspiraciones de la Industria Armera [37, 891, 231, 934]
section-label: En el campo de Elizacho [334, 1788, 464, 1801]
paragraph: El «Seraviña» salió para el Peñón conduciendo víveres para los destacamentos. [1078, 330, 1341, 354]
paragraph: Las noticias que circulan por la población y que han llegado a nuestros oídos dan por seguro que la respuesta del Ayuntamiento será negativa. [539, 1409, 797, 1447]
paragraph: Desde ese momento se igualaron a 35 y desde entonces jugaron muy bien los dos, consiguiendo Aramburu y Arrieta ganar por un tanto. [1078, 1404, 1341, 1442]
paragraph: Se reciben informes de Alhucemas dando noticias pacíficas respecto de los diagnósticos que existían entre los kábilas del interior. Todo sigue tranquilo. [1078, 259, 1341, 296]
paragraph: Se dice que vamos a comprar a precio de barcos nuevos, además de los de Wickers. [268, 840, 531, 865]
lineup-row: Garmendia, Busindol. [342, 1536, 457, 1549]
paragraph: El único país del mundo en que los fabricantes de armas hacen propaganda de sus productos es España. Sería inútil que el gobierno pidiera para estos artículos un régimen de aduanas más favorable. [8, 1093, 260, 1156]
paragraph: Los industriales armeros eibarreses no pueden estar de ocio ante la competencia de la industria de armas belga e inglesa, y tampoco de los mercados de Sud-América, donde el renombre de la fabricación eibarresa ha ganado la primacía. [8, 1026, 260, 1089]
paragraph: Ahora vuelve sus ojos de nuevo a Cataluña, donde sus antiguos amigos le hacen la cruz. [268, 1206, 531, 1230]
paragraph: Vencidas no pocas dificultades se encontraron anoche «Los perros de presa», viaje cómico-dramático en cuatro actos y dos cuadros, letra de Pavo y Ribal, con intermedios de Torregrosa. [1078, 963, 1341, 1012]
paragraph: Lo chusco del caso es que, desde hace días, los «curas» que tiran la piedra y esconden la mano, están ensayando a unos cuantos apreciables de entre los autoridades que desean ser oradores. [268, 927, 531, 977]
section-divider [539, 277, 797, 280]
paragraph: —¿Pero no ha leído usted la carta que ha publicado los periódicos de la mañana, dirigida al Ayuntamiento? [539, 1184, 797, 1222]
headline-informacion-general: Información general [1377, 1086, 1515, 1131]
paragraph: Hoy, a las once, tendrá lugar en el Teatro Principal la continuación de la Junta general del domingo pasado, con el número de socios que se presenten. Se tratará de asuntos relacionados con el Campeonato de Foot-ball, aprobación de cuentas y otros asuntos de interés para la Sociedad. [8, 762, 260, 850]
signature: Varios armeros. [445, 143, 527, 154]
paragraph: Se le ocuparon varios papeles en que estaban escritas las palabras «Morral» y «Ferrer» y otras sentencias de amenaza para Maura y Lacierva. [1349, 1806, 1543, 1869]
paragraph: Se sabe que el vapor francés «Gascón», de la matrícula de Burdeos, que se encontró en su ruta el vapor «Annam», ha naufragado. [8, 651, 260, 688]
paragraph: En Madrid se está preparando un mitin clerical contra las escuelas laicas. Hasta ahora la cosa tiene poco de particular. [268, 885, 531, 923]
paragraph: Luego se hizo «El amor en solfa». El dúo del primer cuadro, muy aplaudido y muy hermoso, pero ayuno de inspiración, sólo puede pasarse sin un poco de cuidado lo cantan. [1078, 572, 1341, 622]
dateline: 29—I—10. [804, 380, 854, 392]
paragraph: Inmediatamente se le condujo a la Casa de Socorro, pero reconocido por los médicos, pudo el desgraciado señor trasladarse a su domicilio. [8, 322, 260, 359]
paragraph: en el Ayuntamiento se dio cuenta de un telegrama expedido por el señor gobernador civil de Guipúzcoa, expedido desde Madrid, preguntando cuándo se celebrará la reunión de la industria armera. Ya se conoce, y se ha conseguido llevarla el agradecimiento de la industria más importante de Guipúzcoa. [268, 51, 531, 138]
paragraph: Entre las personas amantes del progreso de este pueblo, se ha hecho carne la idea de que es preciso acometer la obra con toda urgencia, y no dudamos que el Ayuntamiento sabrá corresponder a los deseos del vecindario. [804, 201, 1070, 264]
section-divider [1349, 1077, 1543, 1080]
ad-text: Para ayuda de la lactancia, no hay nada como la Nodarina. [1351, 768, 1541, 791]
column-5 [1078, 51, 1341, 2243]
dateline: Vitoria 29, 12'45 n. [426, 228, 527, 238]
paragraph: A la terminación de la sesión los concejales se dirigieron a las fábricas para comunicar a los obreros el acuerdo tomado, que fue recibido con grandes muestras de alegría. [8, 1402, 260, 1452]
subheading: PESCADORES PRISIONEROS [1349, 1916, 1515, 1927]
column-4 [804, 51, 1070, 2243]
headline-miscelanea-extranjera: Miscelánea extranjera [587, 284, 749, 341]
paragraph: El equipo del Real Sociedad de San Sebastián tiene que ganar el partido con los honores de la lucha, en la cual ha tenido siempre el Irún gran lucha. [539, 105, 797, 154]
paragraph: Acompañará el equipo el secretario de la sociedad de Foot-ball del Stade, monsieur Dias. El Sporting por su parte presentará: Gonsalvo. [268, 1585, 531, 1623]
paragraph: En el mismo monte de Melilla las posiciones se hallan bien guarnecidas, y los jefes vigilan con todo cuidado los movimientos de los moros. [804, 1049, 1070, 1087]
section-divider [1349, 735, 1543, 736]
paragraph: Por la noche, con dos llenos completos, se hicieron «Alma de Dios» y «El método Górritz». [1078, 625, 1341, 651]
archive-header: DONOSTIAKO UDAL LIBURUTEGIA - BIBLIOTECA MUNICIPAL DE SAN SEBASTIAN [0, 0, 1558, 22]
